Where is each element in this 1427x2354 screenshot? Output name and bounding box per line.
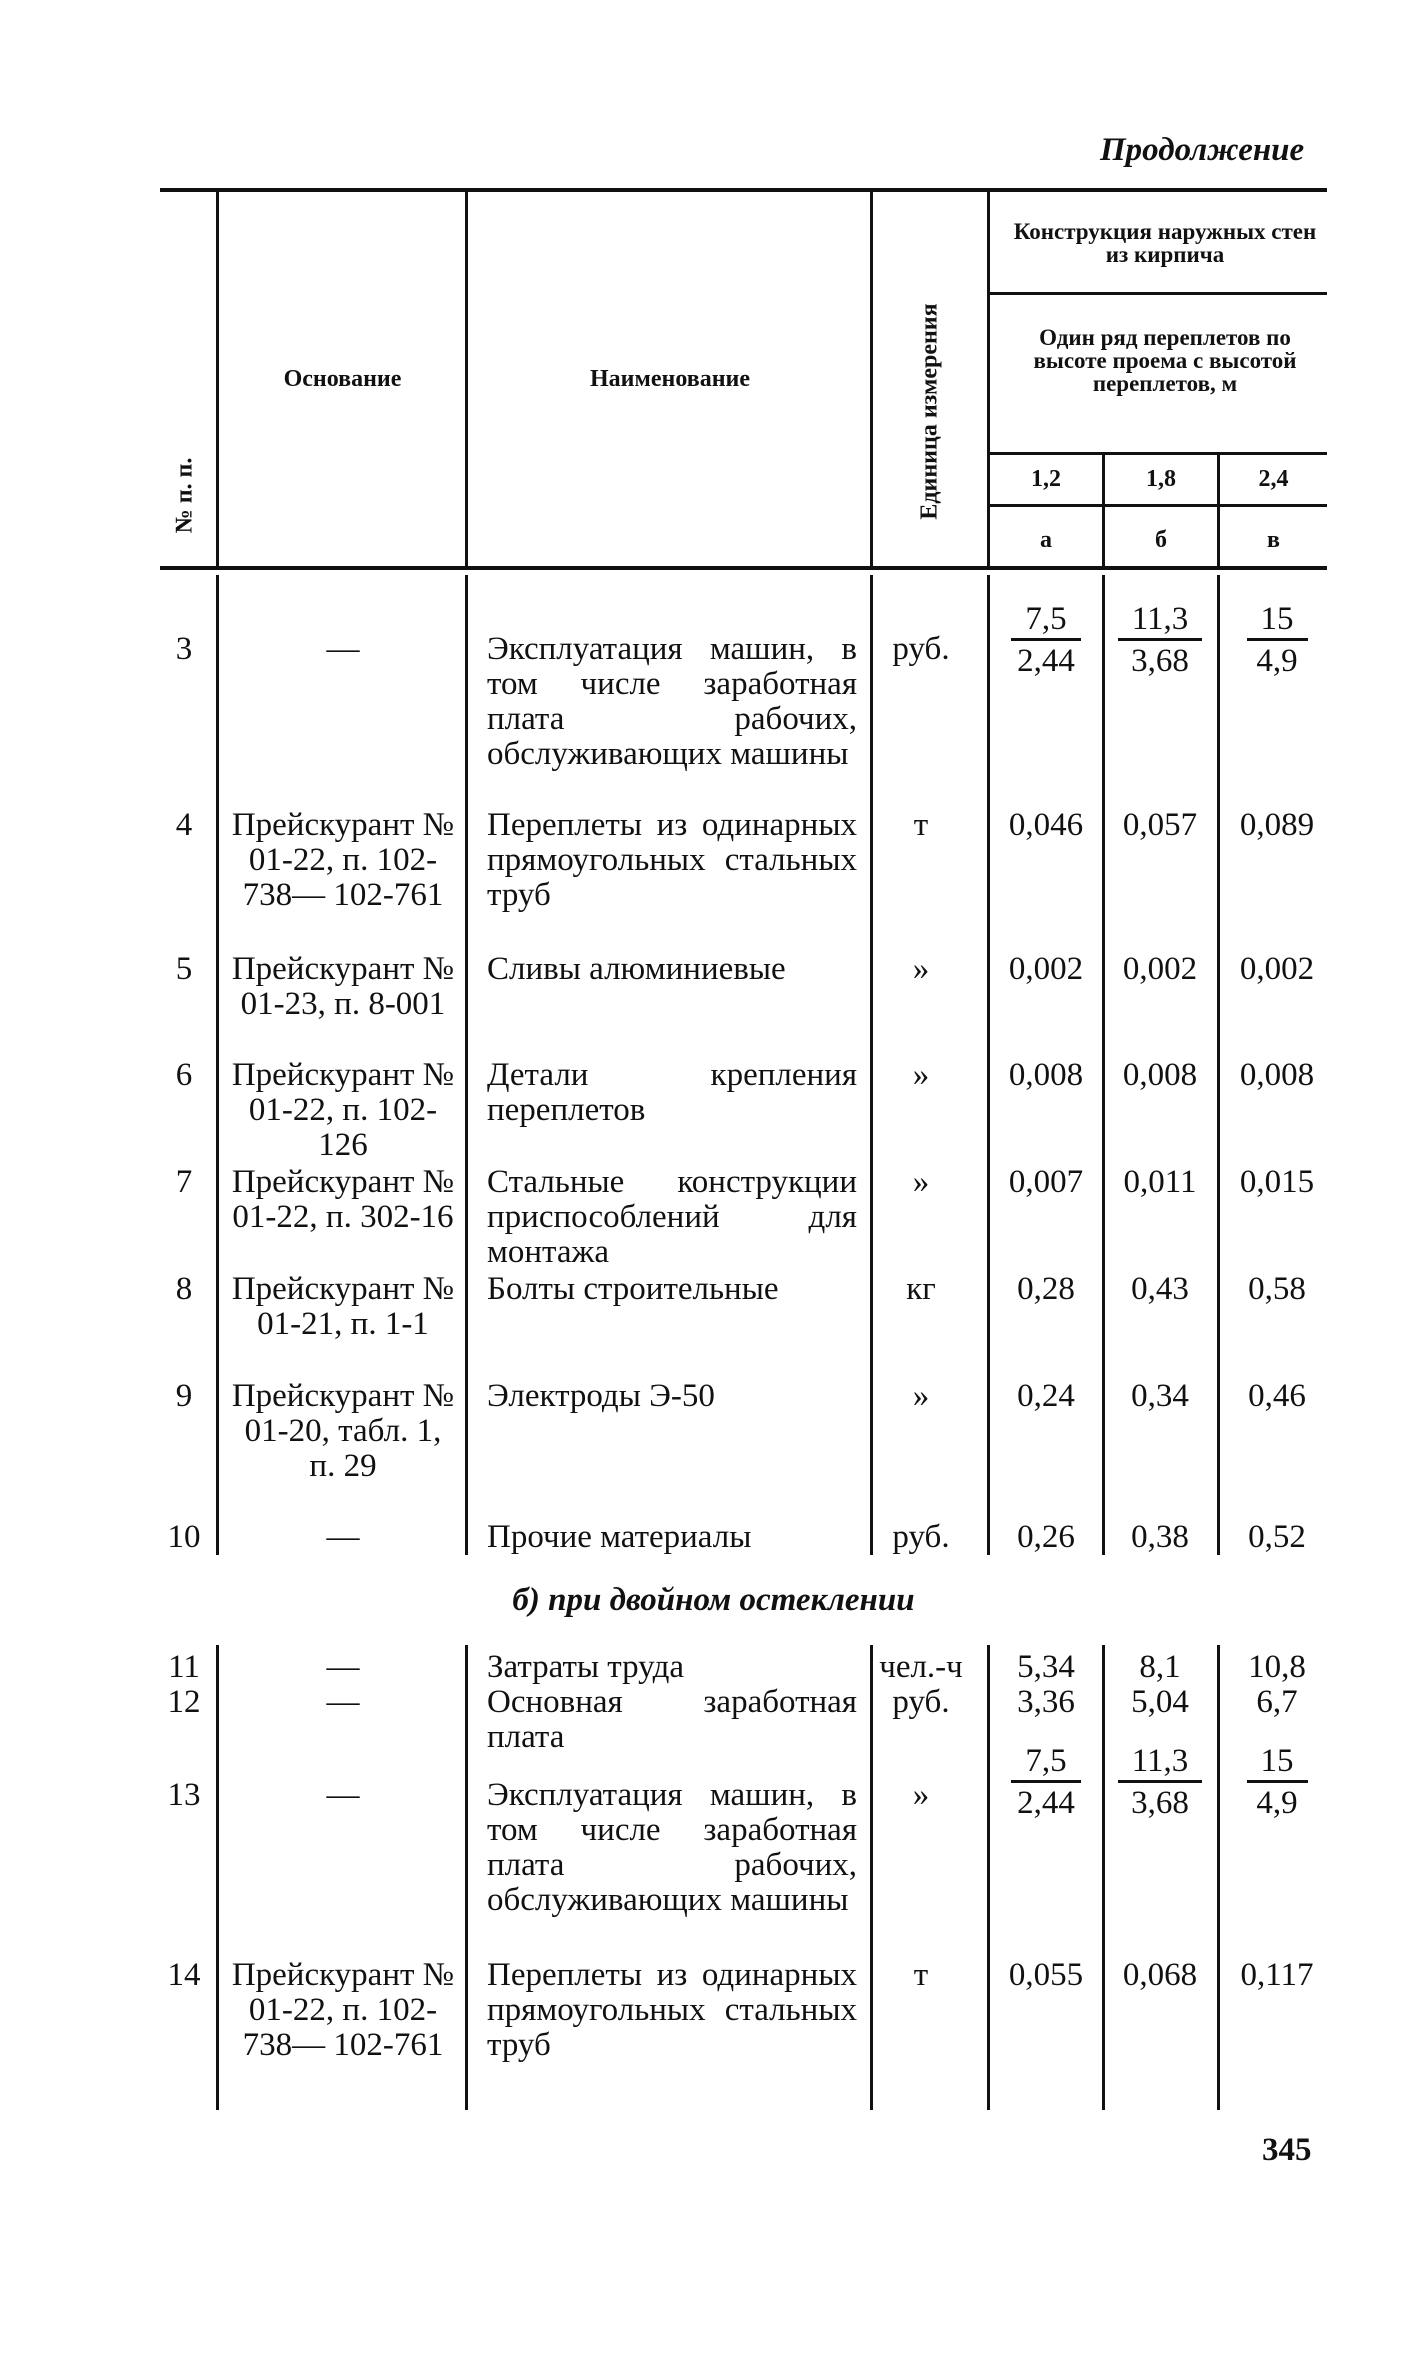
fraction-top: 7,5 [1011, 600, 1080, 641]
row-no: 6 [175, 1057, 193, 1093]
row-value-b [1110, 1742, 1210, 1823]
body-b-vline-1 [216, 1645, 219, 2110]
continuation-label: Продолжение [1100, 132, 1305, 168]
row-value-a: 0,046 [1008, 807, 1084, 843]
row-value-v [1222, 1742, 1332, 1823]
group-rule [990, 292, 1327, 295]
subgroup-rule [990, 452, 1327, 455]
section-b-title: б) при двойном остеклении [512, 1582, 915, 1618]
row-value-b: 0,34 [1131, 1378, 1189, 1414]
body-a-vline-6 [1217, 575, 1220, 1555]
row-unit: » [912, 1057, 930, 1093]
row-value-b: 0,011 [1123, 1164, 1197, 1200]
row-unit: » [912, 1378, 930, 1414]
header-vline-3 [870, 192, 873, 566]
row-basis: Прейскурант № 01-22, п. 102-738— 102-761 [231, 1957, 455, 2063]
row-value-a: 0,002 [1008, 951, 1084, 987]
row-no: 3 [175, 631, 193, 667]
row-unit: руб. [892, 1684, 950, 1720]
body-a-vline-1 [216, 575, 219, 1555]
row-no: 9 [175, 1378, 193, 1414]
header-letter-a: а [1040, 527, 1052, 553]
row-value-a: 3,36 [1017, 1684, 1075, 1720]
row-basis: Прейскурант № 01-22, п. 302-16 [231, 1164, 455, 1235]
body-b-vline-5 [1102, 1645, 1105, 2110]
row-basis: Прейскурант № 01-22, п. 102-738— 102-761 [231, 807, 455, 913]
row-unit: » [912, 1164, 930, 1200]
row-basis: Прейскурант № 01-20, табл. 1, п. 29 [231, 1378, 455, 1484]
row-basis: — [326, 1684, 360, 1720]
header-no: № п. п. [171, 457, 198, 534]
row-value-b: 8,1 [1139, 1649, 1181, 1685]
row-no: 4 [175, 807, 193, 843]
row-value-a: 0,008 [1008, 1057, 1084, 1093]
row-value-a: 0,055 [1008, 1957, 1084, 1993]
row-name: Сливы алюминиевые [487, 951, 786, 987]
row-value-b: 5,04 [1131, 1684, 1189, 1720]
fraction-bottom: 3,68 [1131, 1785, 1189, 1821]
body-b-vline-4 [987, 1645, 990, 2110]
fraction-top: 15 [1247, 1742, 1308, 1783]
fraction-top: 7,5 [1011, 1742, 1080, 1783]
body-a-vline-4 [987, 575, 990, 1555]
row-no: 5 [175, 951, 193, 987]
row-basis: — [326, 1519, 360, 1555]
header-height-v: 2,4 [1258, 466, 1289, 492]
row-value-v: 0,52 [1248, 1519, 1306, 1555]
row-value-v: 6,7 [1256, 1684, 1298, 1720]
row-unit: » [912, 1777, 930, 1813]
row-value-a: 5,34 [1017, 1649, 1075, 1685]
row-name: Прочие материалы [487, 1519, 752, 1555]
row-unit: » [912, 951, 930, 987]
body-a-vline-2 [465, 575, 468, 1555]
row-value-a: 0,26 [1017, 1519, 1075, 1555]
row-no: 7 [175, 1164, 193, 1200]
row-value-v: 0,015 [1239, 1164, 1315, 1200]
fraction-top: 15 [1247, 600, 1308, 641]
row-basis: Прейскурант № 01-21, п. 1-1 [231, 1271, 455, 1342]
header-letter-v: в [1267, 527, 1280, 553]
row-basis: — [326, 1649, 360, 1685]
row-name: Электроды Э-50 [487, 1378, 715, 1414]
body-b-vline-2 [465, 1645, 468, 2110]
row-name: Основная заработная плата [487, 1684, 857, 1755]
fraction-top: 11,3 [1118, 1742, 1203, 1783]
row-value-v: 0,58 [1248, 1271, 1306, 1307]
header-height-b: 1,8 [1146, 466, 1176, 492]
row-no: 14 [167, 1957, 201, 1993]
fraction-top: 11,3 [1118, 600, 1203, 641]
fraction-bottom: 4,9 [1256, 643, 1298, 679]
row-value-v: 0,089 [1239, 807, 1315, 843]
row-value-a: 0,24 [1017, 1378, 1075, 1414]
row-value-v [1222, 600, 1332, 681]
row-value-v: 0,46 [1248, 1378, 1306, 1414]
row-no: 11 [168, 1649, 200, 1685]
fraction-bottom: 2,44 [1017, 643, 1075, 679]
header-vline-2 [465, 192, 468, 566]
row-value-b: 0,068 [1122, 1957, 1198, 1993]
header-vline-1 [216, 192, 219, 566]
row-name: Эксплуатация машин, в том числе заработная плата рабочих, обслуживающих машины [487, 1777, 857, 1918]
row-value-b: 0,057 [1122, 807, 1198, 843]
heights-rule [990, 504, 1327, 507]
row-value-b: 0,008 [1122, 1057, 1198, 1093]
header-letter-b: б [1155, 527, 1167, 553]
row-name: Переплеты из одинарных прямоугольных стальных труб [487, 807, 857, 913]
row-no: 12 [167, 1684, 201, 1720]
row-name: Болты строительные [487, 1271, 779, 1307]
row-unit: чел.-ч [879, 1649, 963, 1685]
row-no: 10 [167, 1519, 201, 1555]
row-value-b: 0,002 [1122, 951, 1198, 987]
row-value-a [995, 600, 1097, 681]
row-name: Стальные конструкции приспособлений для монтажа [487, 1164, 857, 1270]
header-top-rule [160, 188, 1327, 192]
row-unit: т [913, 807, 929, 843]
body-a-vline-5 [1102, 575, 1105, 1555]
fraction-bottom: 4,9 [1256, 1785, 1298, 1821]
header-bottom-rule [160, 566, 1327, 570]
row-basis: Прейскурант № 01-22, п. 102-126 [231, 1057, 455, 1163]
row-no: 13 [167, 1777, 201, 1813]
row-value-v: 0,002 [1239, 951, 1315, 987]
row-value-v: 0,117 [1240, 1957, 1314, 1993]
header-name: Наименование [590, 366, 750, 392]
row-name: Эксплуатация машин, в том числе заработная плата рабочих, обслуживающих машины [487, 631, 857, 772]
row-value-b [1110, 600, 1210, 681]
row-value-b: 0,43 [1131, 1271, 1189, 1307]
row-name: Детали крепления переплетов [487, 1057, 857, 1128]
row-unit: руб. [892, 631, 950, 667]
row-basis: Прейскурант № 01-23, п. 8-001 [231, 951, 455, 1022]
page-number: 345 [1262, 2132, 1312, 2168]
row-basis: — [326, 1777, 360, 1813]
row-unit: кг [906, 1271, 936, 1307]
row-value-a [995, 1742, 1097, 1823]
row-name: Затраты труда [487, 1649, 685, 1685]
row-value-v: 10,8 [1248, 1649, 1306, 1685]
row-unit: руб. [892, 1519, 950, 1555]
header-height-a: 1,2 [1031, 466, 1061, 492]
fraction-bottom: 3,68 [1131, 643, 1189, 679]
header-basis: Основание [283, 366, 402, 392]
row-no: 8 [175, 1271, 193, 1307]
body-b-vline-6 [1217, 1645, 1220, 2110]
header-group-sub: Один ряд переплетов по высоте проема с высотой переплетов, м [1033, 325, 1297, 396]
header-unit: Единица измерения [916, 303, 943, 520]
row-value-a: 0,28 [1017, 1271, 1075, 1307]
row-value-b: 0,38 [1131, 1519, 1189, 1555]
fraction-bottom: 2,44 [1017, 1785, 1075, 1821]
row-basis: — [326, 631, 360, 667]
header-vline-4 [987, 192, 990, 566]
row-value-v: 0,008 [1239, 1057, 1315, 1093]
row-name: Переплеты из одинарных прямоугольных стальных труб [487, 1957, 857, 2063]
row-unit: т [913, 1957, 929, 1993]
row-value-a: 0,007 [1008, 1164, 1084, 1200]
header-group-title: Конструкция наружных стен из кирпича [1013, 219, 1317, 267]
